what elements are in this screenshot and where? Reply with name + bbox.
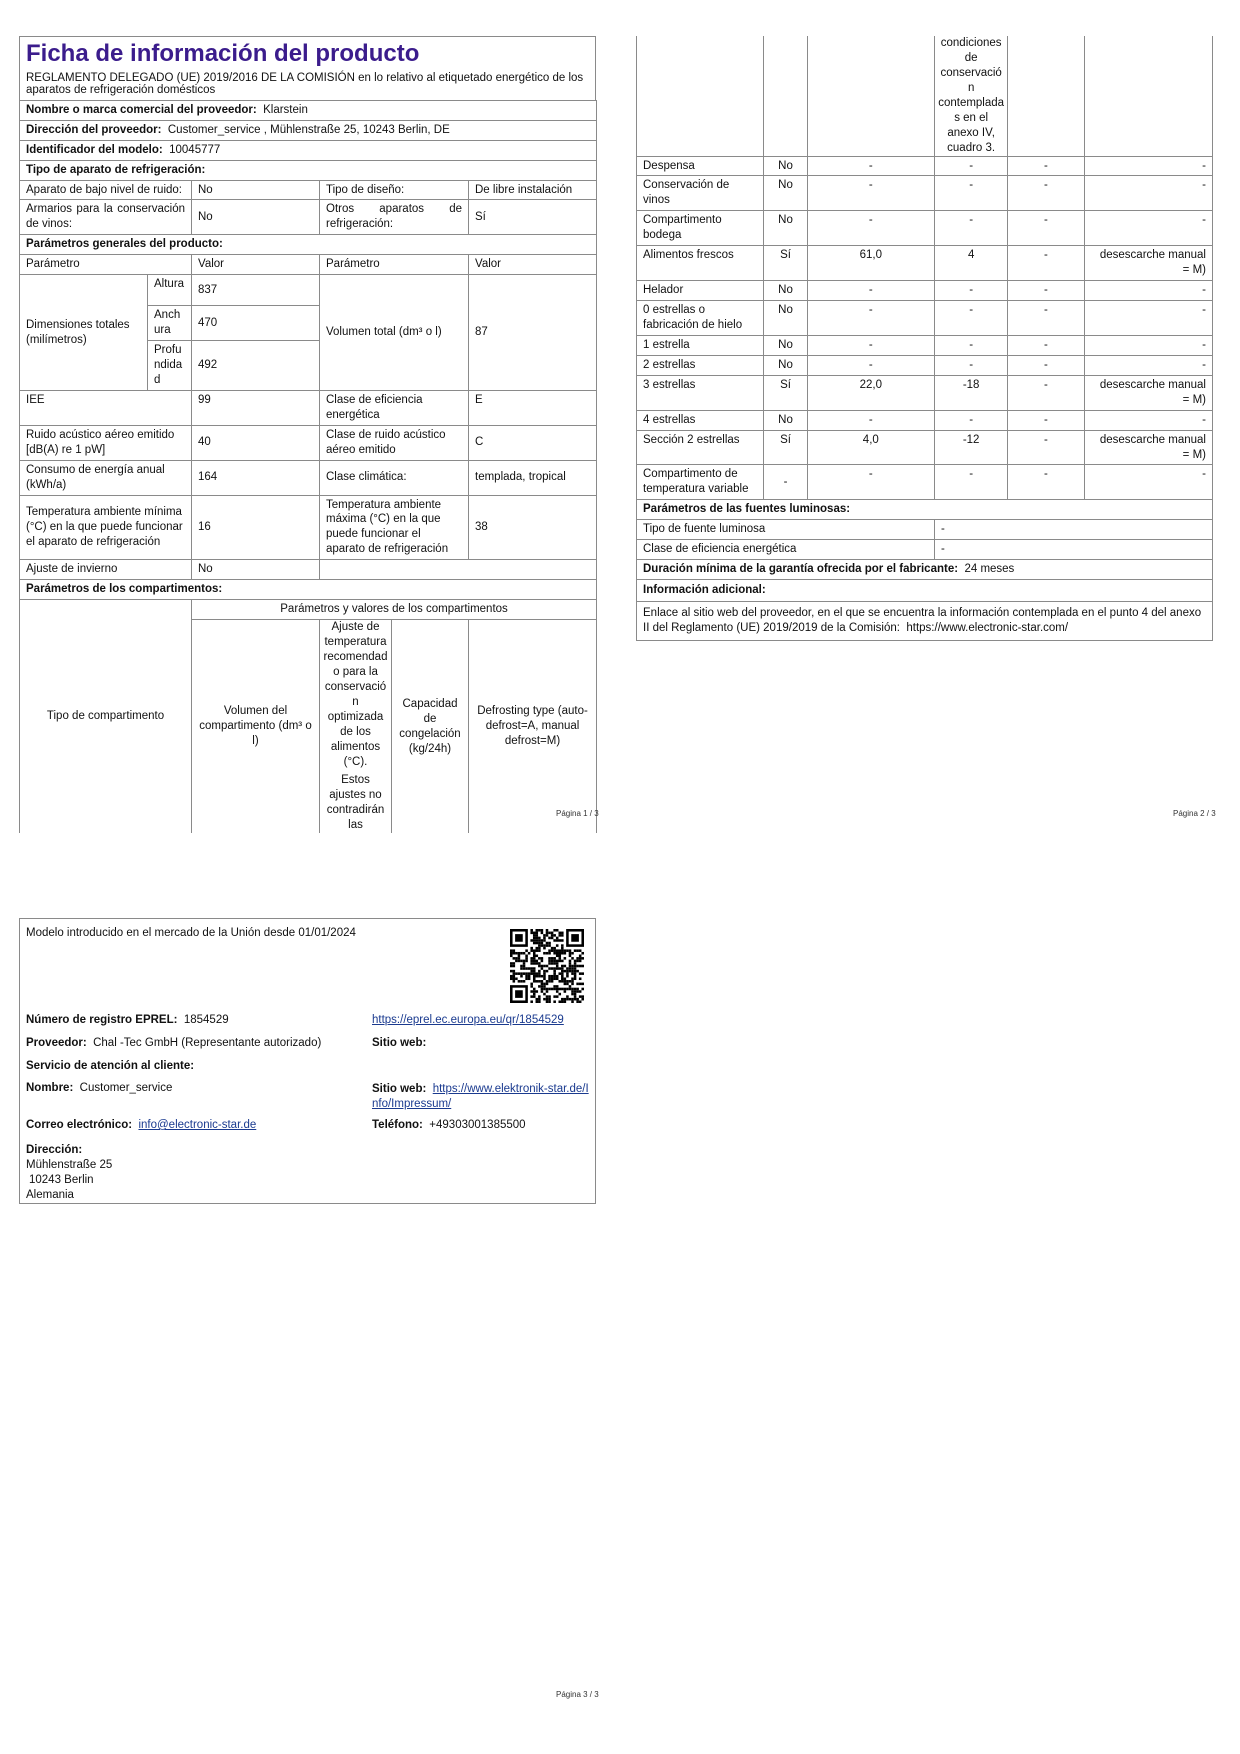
compartment-freeze: - bbox=[1008, 301, 1084, 336]
table-row bbox=[637, 246, 1213, 281]
compartment-temp: - bbox=[935, 176, 1008, 211]
noise-value: 40 bbox=[192, 425, 320, 460]
compartment-temp: -18 bbox=[935, 375, 1008, 410]
name-value: Customer_service bbox=[79, 1082, 173, 1094]
compartment-defrost: - bbox=[1084, 301, 1212, 336]
light-type-value: - bbox=[935, 520, 1213, 540]
comp-type-label: Tipo de compartimento bbox=[20, 600, 192, 834]
volume-label: Volumen total (dm³ o l) bbox=[320, 275, 469, 391]
table-row bbox=[637, 430, 1213, 465]
compartment-defrost: - bbox=[1084, 335, 1212, 355]
compartment-temp: - bbox=[935, 355, 1008, 375]
volume-value: 87 bbox=[469, 275, 597, 391]
compartment-present: No bbox=[764, 410, 807, 430]
compartment-volume: - bbox=[807, 410, 934, 430]
compartment-present: No bbox=[764, 301, 807, 336]
other-label: Otros aparatos de refrigeración: bbox=[320, 200, 469, 235]
page-3 bbox=[19, 918, 596, 1204]
light-heading: Parámetros de las fuentes luminosas: bbox=[643, 503, 851, 516]
compartment-name: Conservación de vinos bbox=[637, 176, 764, 211]
compartment-temp: - bbox=[935, 281, 1008, 301]
compartment-temp: - bbox=[935, 465, 1008, 500]
compartment-present: - bbox=[764, 465, 807, 500]
compartment-defrost: desescarche manual = M) bbox=[1084, 430, 1212, 465]
address-label: Dirección del proveedor: bbox=[26, 123, 162, 136]
height-label: Altura bbox=[148, 275, 192, 306]
low-noise-value: No bbox=[192, 180, 320, 200]
compartment-temp: 4 bbox=[935, 246, 1008, 281]
compartment-temp: - bbox=[935, 335, 1008, 355]
noise-class-label: Clase de ruido acústico aéreo emitido bbox=[320, 425, 469, 460]
compartment-freeze: - bbox=[1008, 281, 1084, 301]
compartment-temp: -12 bbox=[935, 430, 1008, 465]
warranty-label: Duración mínima de la garantía ofrecida por el fabricante: bbox=[643, 563, 959, 576]
winter-label: Ajuste de invierno bbox=[20, 560, 192, 580]
page-number-3: Página 3 / 3 bbox=[556, 1690, 599, 1699]
compartment-name: 4 estrellas bbox=[637, 410, 764, 430]
compartment-present: No bbox=[764, 281, 807, 301]
tmin-label: Temperatura ambiente mínima (°C) en la que puede funcionar el aparato de refrigeración bbox=[20, 495, 192, 560]
comp-params-label: Parámetros y valores de los compartimentos bbox=[192, 600, 597, 620]
table-row bbox=[637, 410, 1213, 430]
wine-value: No bbox=[192, 200, 320, 235]
product-info-header bbox=[19, 36, 596, 101]
compartment-name: Compartimento de temperatura variable bbox=[637, 465, 764, 500]
general-heading: Parámetros generales del producto: bbox=[26, 238, 223, 251]
street: Mühlenstraße 25 bbox=[26, 1158, 113, 1171]
noise-label: Ruido acústico aéreo emitido [dB(A) re 1 pW] bbox=[20, 425, 192, 460]
email-link[interactable]: info@electronic-star.de bbox=[138, 1119, 257, 1131]
compartment-volume: - bbox=[807, 211, 934, 246]
website-link[interactable]: https://www.elektronik-star.de/Info/Impressum/ bbox=[372, 1083, 589, 1110]
warranty-value: 24 meses bbox=[964, 563, 1015, 576]
table-row bbox=[637, 211, 1213, 246]
table-row bbox=[637, 281, 1213, 301]
provider-label: Proveedor: bbox=[26, 1037, 87, 1049]
wine-label: Armarios para la conservación de vinos: bbox=[20, 200, 192, 235]
empty-cell bbox=[764, 36, 807, 156]
empty-cell bbox=[1008, 36, 1084, 156]
model-value: 10045777 bbox=[169, 143, 221, 156]
compartment-freeze: - bbox=[1008, 211, 1084, 246]
compartment-present: Sí bbox=[764, 430, 807, 465]
general-info-table bbox=[19, 100, 597, 600]
compartment-header-table bbox=[19, 599, 597, 833]
eff-label: Clase de eficiencia energética bbox=[320, 390, 469, 425]
page-1 bbox=[19, 36, 596, 833]
table-row bbox=[637, 375, 1213, 410]
compartment-name: 2 estrellas bbox=[637, 355, 764, 375]
compartment-present: No bbox=[764, 156, 807, 176]
energy-label: Consumo de energía anual (kWh/a) bbox=[20, 460, 192, 495]
comp-temp-note: Estos ajustes no contradirán las bbox=[326, 774, 385, 832]
comp-heading: Parámetros de los compartimentos: bbox=[26, 583, 223, 596]
compartment-defrost: - bbox=[1084, 355, 1212, 375]
compartment-name: Sección 2 estrellas bbox=[637, 430, 764, 465]
table-row bbox=[637, 465, 1213, 500]
compartment-name: Helador bbox=[637, 281, 764, 301]
height-value: 837 bbox=[192, 275, 320, 306]
compartment-present: No bbox=[764, 335, 807, 355]
climate-value: templada, tropical bbox=[469, 460, 597, 495]
compartment-freeze: - bbox=[1008, 410, 1084, 430]
compartment-temp: - bbox=[935, 211, 1008, 246]
email-label: Correo electrónico: bbox=[26, 1119, 133, 1131]
light-type-label: Tipo de fuente luminosa bbox=[637, 520, 935, 540]
design-value: De libre instalación bbox=[469, 180, 597, 200]
energy-value: 164 bbox=[192, 460, 320, 495]
eprel-label: Número de registro EPREL: bbox=[26, 1014, 178, 1026]
empty-cell bbox=[1084, 36, 1212, 156]
compartment-defrost: - bbox=[1084, 156, 1212, 176]
noise-class-value: C bbox=[469, 425, 597, 460]
empty-cell bbox=[637, 36, 764, 156]
empty-cell bbox=[320, 560, 597, 580]
tmin-value: 16 bbox=[192, 495, 320, 560]
supplier-website-link[interactable]: https://www.electronic-star.com/ bbox=[906, 622, 1069, 634]
compartment-freeze: - bbox=[1008, 156, 1084, 176]
compartment-volume: - bbox=[807, 301, 934, 336]
compartment-name: Despensa bbox=[637, 156, 764, 176]
qr-code-icon bbox=[510, 929, 584, 1003]
compartment-volume: 61,0 bbox=[807, 246, 934, 281]
country: Alemania bbox=[26, 1188, 74, 1201]
eprel-link[interactable]: https://eprel.ec.europa.eu/qr/1854529 bbox=[372, 1014, 564, 1026]
winter-value: No bbox=[192, 560, 320, 580]
iee-label: IEE bbox=[20, 390, 192, 425]
name-label: Nombre: bbox=[26, 1082, 74, 1094]
page-title: Ficha de información del producto bbox=[26, 40, 420, 67]
page-number-1: Página 1 / 3 bbox=[556, 809, 599, 818]
compartment-freeze: - bbox=[1008, 176, 1084, 211]
compartment-freeze: - bbox=[1008, 355, 1084, 375]
compartment-present: Sí bbox=[764, 375, 807, 410]
compartment-freeze: - bbox=[1008, 375, 1084, 410]
design-label: Tipo de diseño: bbox=[320, 180, 469, 200]
web-label-1: Sitio web: bbox=[372, 1037, 427, 1049]
compartment-freeze: - bbox=[1008, 465, 1084, 500]
tmax-label: Temperatura ambiente máxima (°C) en la que puede funcionar el aparato de refrigeración bbox=[320, 495, 469, 560]
low-noise-label: Aparato de bajo nivel de ruido: bbox=[20, 180, 192, 200]
other-value: Sí bbox=[469, 200, 597, 235]
type-heading: Tipo de aparato de refrigeración: bbox=[26, 163, 206, 176]
compartment-defrost: - bbox=[1084, 465, 1212, 500]
compartment-freeze: - bbox=[1008, 335, 1084, 355]
compartment-freeze: - bbox=[1008, 246, 1084, 281]
light-class-label: Clase de eficiencia energética bbox=[637, 540, 935, 560]
compartment-name: 1 estrella bbox=[637, 335, 764, 355]
comp-freeze-label: Capacidad de congelación (kg/24h) bbox=[392, 620, 469, 834]
compartment-name: 0 estrellas o fabricación de hielo bbox=[637, 301, 764, 336]
compartment-present: No bbox=[764, 176, 807, 211]
model-label: Identificador del modelo: bbox=[26, 143, 163, 156]
empty-cell bbox=[807, 36, 934, 156]
compartment-temp: - bbox=[935, 156, 1008, 176]
eprel-value: 1854529 bbox=[183, 1014, 229, 1026]
supplier-value: Klarstein bbox=[263, 103, 308, 116]
compartment-defrost: - bbox=[1084, 281, 1212, 301]
compartment-volume: - bbox=[807, 156, 934, 176]
compartment-volume: - bbox=[807, 465, 934, 500]
compartment-defrost: - bbox=[1084, 176, 1212, 211]
width-label: Anchura bbox=[148, 306, 192, 341]
compartment-present: No bbox=[764, 355, 807, 375]
compartment-volume: - bbox=[807, 355, 934, 375]
compartment-defrost: - bbox=[1084, 211, 1212, 246]
compartment-freeze: - bbox=[1008, 430, 1084, 465]
compartment-defrost: desescarche manual = M) bbox=[1084, 246, 1212, 281]
compartment-volume: - bbox=[807, 335, 934, 355]
table-row bbox=[637, 301, 1213, 336]
table-row bbox=[637, 176, 1213, 211]
extra-heading: Información adicional: bbox=[643, 584, 766, 597]
compartment-volume: 22,0 bbox=[807, 375, 934, 410]
light-class-value: - bbox=[935, 540, 1213, 560]
compartment-defrost: desescarche manual = M) bbox=[1084, 375, 1212, 410]
depth-label: Profundidad bbox=[148, 341, 192, 391]
provider-value: Chal -Tec GmbH (Representante autorizado) bbox=[93, 1037, 322, 1049]
width-value: 470 bbox=[192, 306, 320, 341]
table-row bbox=[637, 156, 1213, 176]
col-value-1: Valor bbox=[192, 255, 320, 275]
page-number-2: Página 2 / 3 bbox=[1173, 809, 1216, 818]
phone-label: Teléfono: bbox=[372, 1119, 423, 1131]
compartment-name: 3 estrellas bbox=[637, 375, 764, 410]
compartment-present: No bbox=[764, 211, 807, 246]
compartment-temp: - bbox=[935, 410, 1008, 430]
supplier-label: Nombre o marca comercial del proveedor: bbox=[26, 103, 257, 116]
comp-temp-continued: condiciones de conservación contempladas en el anexo IV, cuadro 3. bbox=[935, 36, 1008, 156]
comp-volume-label: Volumen del compartimento (dm³ o l) bbox=[192, 620, 320, 834]
compartment-temp: - bbox=[935, 301, 1008, 336]
dims-label: Dimensiones totales (milímetros) bbox=[20, 275, 148, 391]
comp-defrost-label: Defrosting type (auto-defrost=A, manual defrost=M) bbox=[469, 620, 597, 834]
compartments-table bbox=[636, 36, 1213, 641]
compartment-volume: - bbox=[807, 176, 934, 211]
direction-label: Dirección: bbox=[26, 1144, 83, 1156]
iee-value: 99 bbox=[192, 390, 320, 425]
market-date: Modelo introducido en el mercado de la Unión desde 01/01/2024 bbox=[26, 927, 356, 939]
table-row bbox=[637, 335, 1213, 355]
col-param-2: Parámetro bbox=[320, 255, 469, 275]
link-text: Enlace al sitio web del proveedor, en el que se encuentra la información contemplada en el punto 4 del anexo II del Reglamento (UE) 2019/2019 de la Comisión: bbox=[643, 607, 1202, 634]
eff-value: E bbox=[469, 390, 597, 425]
address-value: Customer_service , Mühlenstraße 25, 10243 Berlin, DE bbox=[167, 123, 450, 136]
service-heading: Servicio de atención al cliente: bbox=[26, 1060, 195, 1072]
compartment-name: Alimentos frescos bbox=[637, 246, 764, 281]
tmax-value: 38 bbox=[469, 495, 597, 560]
comp-temp-label: Ajuste de temperatura recomendado para la conservación optimizada de los alimentos (°C). bbox=[323, 621, 388, 768]
city: 10243 Berlin bbox=[29, 1173, 94, 1186]
web-label-2: Sitio web: bbox=[372, 1083, 427, 1095]
climate-label: Clase climática: bbox=[320, 460, 469, 495]
compartment-rows bbox=[637, 156, 1213, 500]
regulation-text: REGLAMENTO DELEGADO (UE) 2019/2016 DE LA COMISIÓN en lo relativo al etiquetado energético de los aparatos de refrigeración domésticos bbox=[26, 71, 584, 96]
table-row bbox=[637, 355, 1213, 375]
compartment-volume: - bbox=[807, 281, 934, 301]
compartment-volume: 4,0 bbox=[807, 430, 934, 465]
compartment-defrost: - bbox=[1084, 410, 1212, 430]
compartment-present: Sí bbox=[764, 246, 807, 281]
col-value-2: Valor bbox=[469, 255, 597, 275]
col-param-1: Parámetro bbox=[20, 255, 192, 275]
compartment-name: Compartimento bodega bbox=[637, 211, 764, 246]
phone-value: +49303001385500 bbox=[429, 1119, 526, 1131]
depth-value: 492 bbox=[192, 341, 320, 391]
page-2 bbox=[636, 36, 1213, 641]
